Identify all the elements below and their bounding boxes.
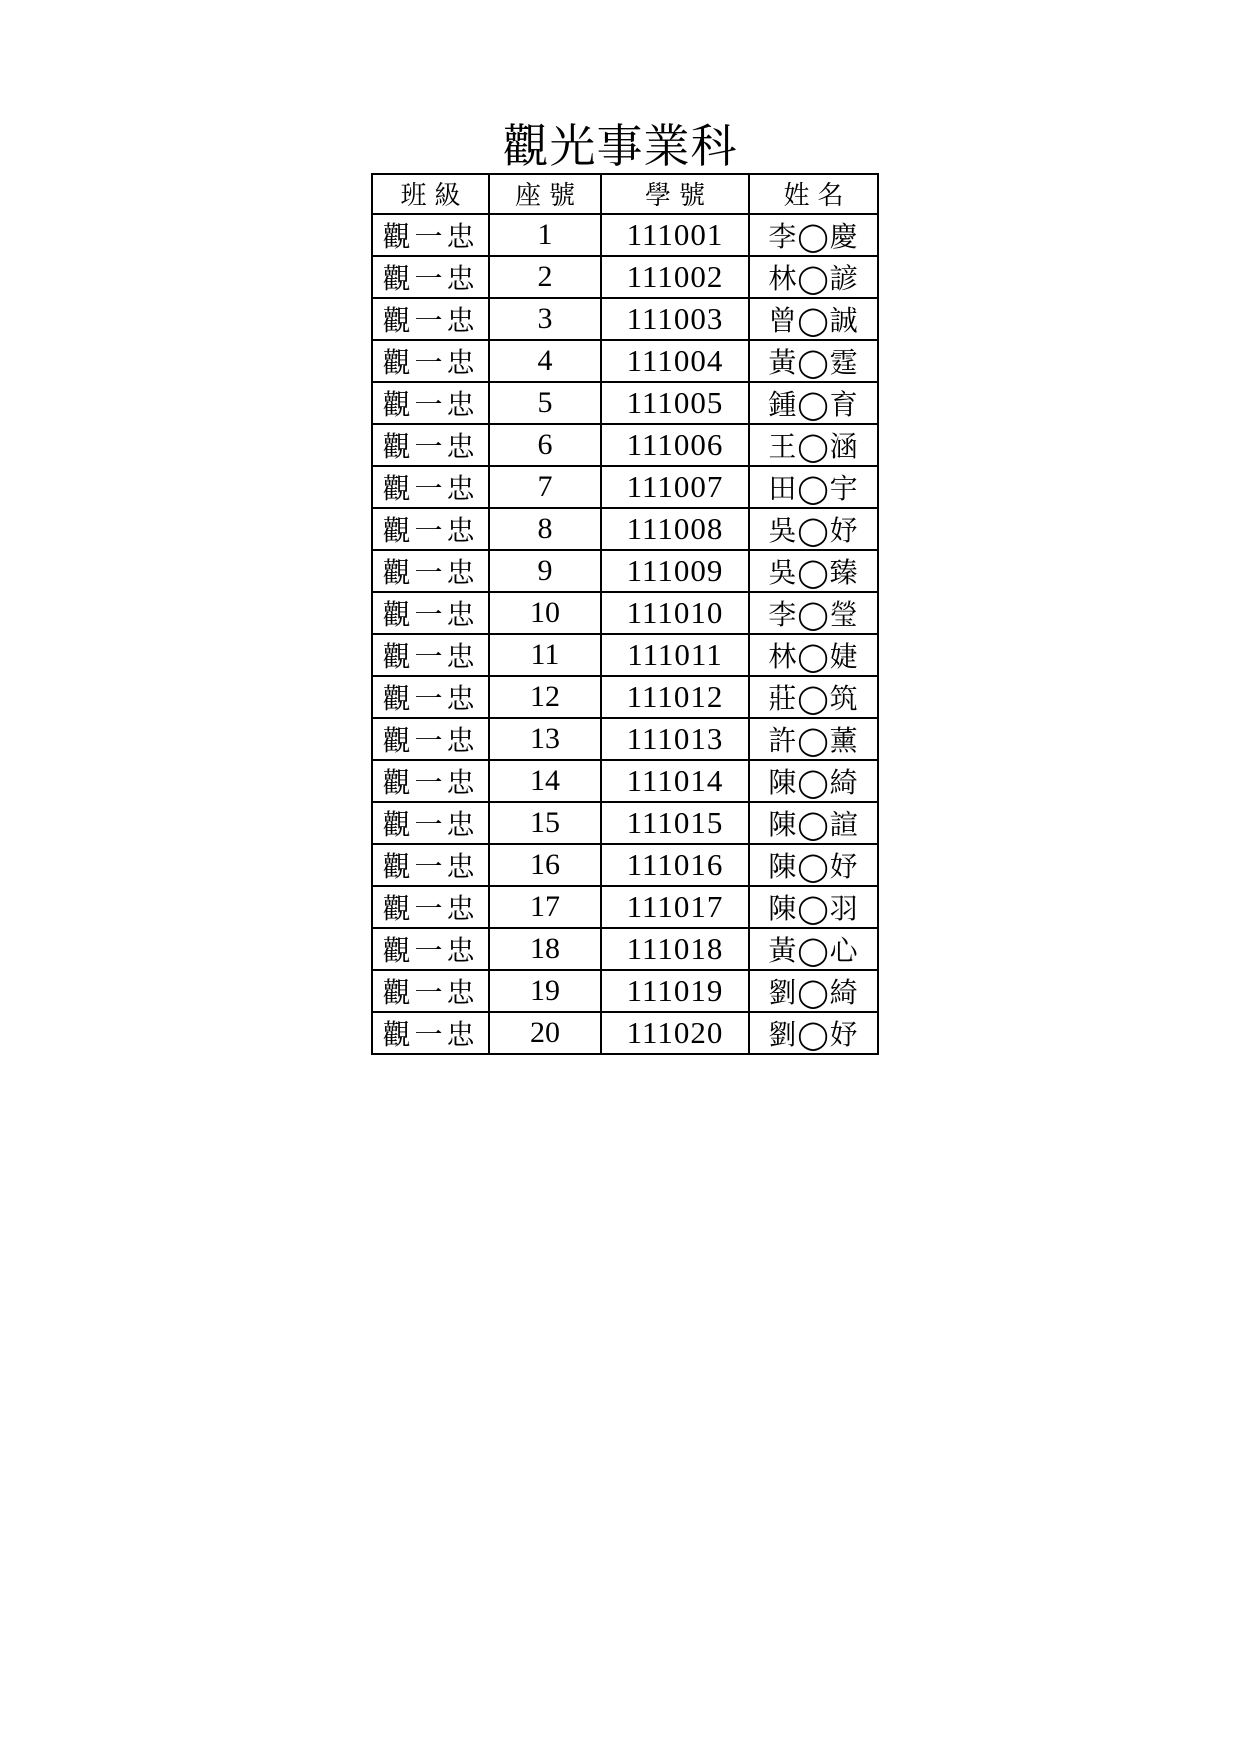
cell-name: 林◯婕 <box>749 634 878 676</box>
cell-student-id: 111016 <box>601 844 749 886</box>
table-row <box>372 844 878 886</box>
cell-name: 陳◯妤 <box>749 844 878 886</box>
cell-student-id: 111010 <box>601 592 749 634</box>
cell-seat: 17 <box>489 886 601 928</box>
cell-seat: 8 <box>489 508 601 550</box>
cell-student-id: 111006 <box>601 424 749 466</box>
cell-class: 觀一忠 <box>372 214 489 256</box>
cell-seat: 3 <box>489 298 601 340</box>
cell-name: 陳◯綺 <box>749 760 878 802</box>
cell-name: 吳◯臻 <box>749 550 878 592</box>
cell-seat: 13 <box>489 718 601 760</box>
header-student-id: 學號 <box>601 174 749 214</box>
cell-student-id: 111001 <box>601 214 749 256</box>
cell-student-id: 111018 <box>601 928 749 970</box>
cell-class: 觀一忠 <box>372 760 489 802</box>
cell-class: 觀一忠 <box>372 634 489 676</box>
header-name: 姓名 <box>749 174 878 214</box>
table-row <box>372 970 878 1012</box>
cell-student-id: 111003 <box>601 298 749 340</box>
cell-name: 陳◯諠 <box>749 802 878 844</box>
cell-seat: 4 <box>489 340 601 382</box>
table-row <box>372 214 878 256</box>
cell-student-id: 111008 <box>601 508 749 550</box>
cell-name: 田◯宇 <box>749 466 878 508</box>
cell-name: 陳◯羽 <box>749 886 878 928</box>
cell-class: 觀一忠 <box>372 802 489 844</box>
table-row <box>372 1012 878 1054</box>
table-row <box>372 676 878 718</box>
cell-student-id: 111002 <box>601 256 749 298</box>
cell-name: 黃◯霆 <box>749 340 878 382</box>
cell-seat: 11 <box>489 634 601 676</box>
cell-seat: 1 <box>489 214 601 256</box>
cell-student-id: 111014 <box>601 760 749 802</box>
table-row <box>372 466 878 508</box>
table-row <box>372 550 878 592</box>
cell-class: 觀一忠 <box>372 508 489 550</box>
cell-class: 觀一忠 <box>372 886 489 928</box>
cell-seat: 12 <box>489 676 601 718</box>
page-title: 觀光事業科 <box>502 119 738 173</box>
cell-student-id: 111004 <box>601 340 749 382</box>
cell-class: 觀一忠 <box>372 928 489 970</box>
cell-seat: 18 <box>489 928 601 970</box>
cell-class: 觀一忠 <box>372 592 489 634</box>
cell-class: 觀一忠 <box>372 718 489 760</box>
cell-name: 劉◯綺 <box>749 970 878 1012</box>
table-row <box>372 634 878 676</box>
cell-name: 李◯慶 <box>749 214 878 256</box>
table-row <box>372 718 878 760</box>
table-row <box>372 508 878 550</box>
cell-student-id: 111013 <box>601 718 749 760</box>
cell-name: 李◯瑩 <box>749 592 878 634</box>
cell-name: 林◯諺 <box>749 256 878 298</box>
cell-class: 觀一忠 <box>372 256 489 298</box>
cell-class: 觀一忠 <box>372 424 489 466</box>
cell-class: 觀一忠 <box>372 1012 489 1054</box>
cell-seat: 9 <box>489 550 601 592</box>
cell-student-id: 111005 <box>601 382 749 424</box>
header-seat: 座號 <box>489 174 601 214</box>
cell-class: 觀一忠 <box>372 844 489 886</box>
cell-student-id: 111009 <box>601 550 749 592</box>
table-row <box>372 886 878 928</box>
cell-student-id: 111019 <box>601 970 749 1012</box>
table-row <box>372 592 878 634</box>
cell-seat: 14 <box>489 760 601 802</box>
table-row <box>372 802 878 844</box>
cell-class: 觀一忠 <box>372 340 489 382</box>
cell-name: 鍾◯育 <box>749 382 878 424</box>
cell-class: 觀一忠 <box>372 970 489 1012</box>
cell-seat: 2 <box>489 256 601 298</box>
cell-seat: 10 <box>489 592 601 634</box>
cell-student-id: 111017 <box>601 886 749 928</box>
cell-name: 吳◯妤 <box>749 508 878 550</box>
cell-student-id: 111007 <box>601 466 749 508</box>
cell-seat: 20 <box>489 1012 601 1054</box>
cell-name: 劉◯妤 <box>749 1012 878 1054</box>
cell-class: 觀一忠 <box>372 382 489 424</box>
table-header-row <box>372 174 878 214</box>
header-class: 班級 <box>372 174 489 214</box>
cell-class: 觀一忠 <box>372 466 489 508</box>
cell-name: 許◯薰 <box>749 718 878 760</box>
cell-student-id: 111011 <box>601 634 749 676</box>
cell-class: 觀一忠 <box>372 676 489 718</box>
table-row <box>372 340 878 382</box>
cell-student-id: 111015 <box>601 802 749 844</box>
cell-class: 觀一忠 <box>372 550 489 592</box>
table-row <box>372 256 878 298</box>
cell-seat: 16 <box>489 844 601 886</box>
cell-seat: 6 <box>489 424 601 466</box>
cell-name: 王◯涵 <box>749 424 878 466</box>
cell-seat: 15 <box>489 802 601 844</box>
cell-seat: 7 <box>489 466 601 508</box>
cell-student-id: 111012 <box>601 676 749 718</box>
table-row <box>372 298 878 340</box>
cell-seat: 5 <box>489 382 601 424</box>
table-row <box>372 382 878 424</box>
cell-name: 莊◯筑 <box>749 676 878 718</box>
cell-class: 觀一忠 <box>372 298 489 340</box>
table-row <box>372 760 878 802</box>
student-roster-table <box>371 173 879 1055</box>
cell-name: 曾◯誠 <box>749 298 878 340</box>
table-body <box>372 214 878 1054</box>
cell-seat: 19 <box>489 970 601 1012</box>
cell-name: 黃◯心 <box>749 928 878 970</box>
cell-student-id: 111020 <box>601 1012 749 1054</box>
table-row <box>372 424 878 466</box>
table-row <box>372 928 878 970</box>
